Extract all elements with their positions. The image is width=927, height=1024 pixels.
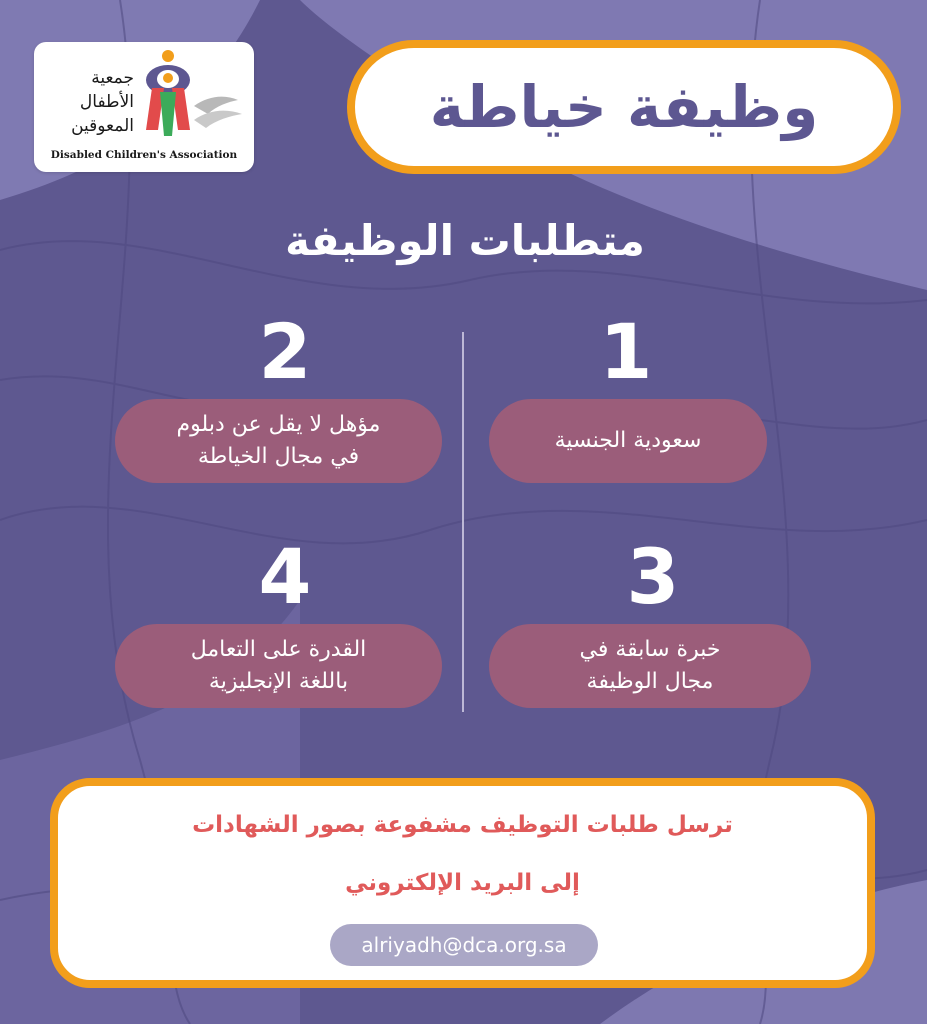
- email-address-link[interactable]: alriyadh@dca.org.sa: [330, 924, 598, 966]
- requirement-text: القدرة على التعامل: [190, 637, 367, 662]
- requirement-text: باللغة الإنجليزية: [208, 669, 349, 694]
- requirement-number: 2: [258, 307, 312, 396]
- logo-english-name: Disabled Children's Association: [50, 149, 238, 161]
- requirement-number: 1: [599, 307, 653, 396]
- requirement-text: مجال الوظيفة: [586, 669, 714, 694]
- logo-arabic-line: المعوقين: [71, 116, 134, 136]
- title-banner: [347, 40, 901, 174]
- requirement-text: في مجال الخياطة: [197, 444, 360, 469]
- requirement-text: سعودية الجنسية: [554, 428, 702, 453]
- dca-logo-icon: [138, 48, 250, 148]
- section-heading: متطلبات الوظيفة: [285, 216, 645, 265]
- column-divider: [462, 332, 464, 712]
- instructions-line: إلى البريد الإلكتروني: [345, 870, 580, 896]
- job-title: وظيفة خياطة: [429, 73, 819, 141]
- logo-arabic-line: الأطفال: [79, 92, 134, 112]
- logo-arabic-line: جمعية: [91, 68, 134, 88]
- logo-arabic-name: [44, 66, 134, 138]
- instructions-line: ترسل طلبات التوظيف مشفوعة بصور الشهادات: [192, 812, 733, 838]
- requirement-text: خبرة سابقة في: [579, 637, 721, 662]
- logo-card: [34, 42, 254, 172]
- requirement-text: مؤهل لا يقل عن دبلوم: [176, 412, 381, 437]
- requirement-number: 4: [258, 532, 312, 621]
- requirement-number: 3: [626, 532, 680, 621]
- application-instructions-card: [50, 778, 875, 988]
